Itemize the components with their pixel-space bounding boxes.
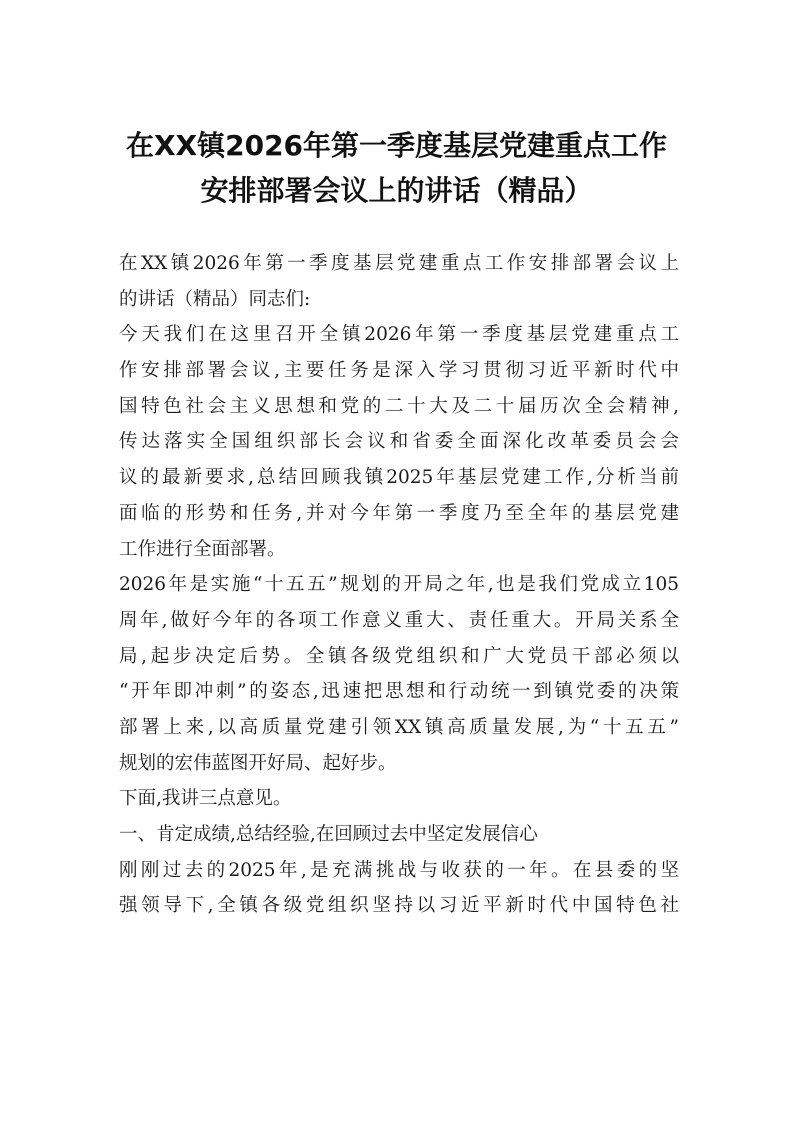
body-line: 周年,做好今年的各项工作意义重大、责任重大。开局关系全 [119,609,679,631]
body-line: 强领导下,全镇各级党组织坚持以习近平新时代中国特色社 [119,895,679,917]
body-line: “开年即冲刺”的姿态,迅速把思想和行动统一到镇党委的决策 [119,681,679,703]
body-line: 2026年是实施“十五五”规划的开局之年,也是我们党成立105 [119,574,679,596]
body-line: 规划的宏伟蓝图开好局、起好步。 [119,752,397,774]
document-title-line-2: 安排部署会议上的讲话（精品） [200,174,593,207]
body-line: 刚刚过去的2025年,是充满挑战与收获的一年。在县委的坚 [119,859,679,881]
body-line: 工作进行全面部署。 [119,538,286,560]
body-line: 今天我们在这里召开全镇2026年第一季度基层党建重点工 [119,324,679,346]
section-heading: 一、肯定成绩,总结经验,在回顾过去中坚定发展信心 [119,824,538,845]
body-line: 国特色社会主义思想和党的二十大及二十届历次全会精神, [119,395,679,417]
document-body [119,246,679,924]
body-line: 在XX镇2026年第一季度基层党建重点工作安排部署会议上 [119,253,679,274]
body-line: 下面,我讲三点意见。 [119,788,292,810]
body-line: 作安排部署会议,主要任务是深入学习贯彻习近平新时代中 [119,360,679,382]
body-line: 部署上来,以高质量党建引领XX镇高质量发展,为“十五五” [119,716,679,738]
body-line: 局,起步决定后势。全镇各级党组织和广大党员干部必须以 [119,645,679,667]
document-title-line-1: 在XX镇2026年第一季度基层党建重点工作 [125,129,668,162]
body-line: 面临的形势和任务,并对今年第一季度乃至全年的基层党建 [119,502,679,524]
body-line: 议的最新要求,总结回顾我镇2025年基层党建工作,分析当前 [119,467,679,489]
body-line: 的讲话（精品）同志们: [119,288,311,310]
body-line: 传达落实全国组织部长会议和省委全面深化改革委员会会 [119,431,679,453]
